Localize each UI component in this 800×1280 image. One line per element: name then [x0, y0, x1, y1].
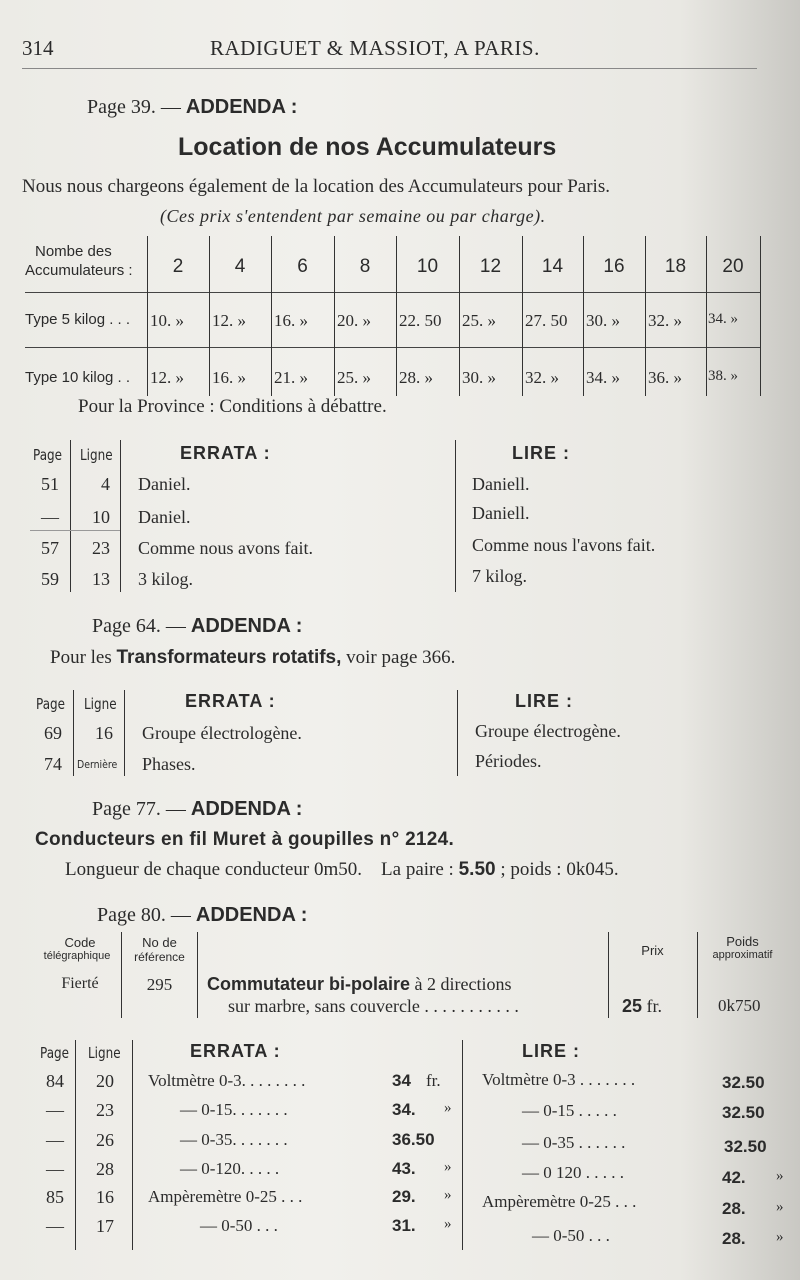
correction-value: 32.50 [724, 1137, 767, 1156]
header-weight: Poids [726, 934, 759, 949]
erratum-text: Daniel. [138, 507, 191, 527]
erratum-label: — 0-50 . . . [200, 1216, 278, 1235]
table-cell: 21. » [274, 368, 308, 387]
table-cell: 12. » [150, 368, 184, 387]
erratum-label: Voltmètre 0-3. . . . . . . . [148, 1071, 306, 1090]
erratum-line: 13 [92, 569, 110, 589]
price-unit: fr. [646, 996, 663, 1016]
erratum-page: — [46, 1130, 64, 1150]
page-number: 314 [22, 36, 54, 60]
weight-label: ; poids : [500, 859, 562, 880]
reference-number: 295 [146, 975, 173, 994]
section-title: Location de nos Accumulateurs [178, 133, 557, 161]
column-header: 20 [722, 256, 744, 277]
erratum-label: Ampèremètre 0-25 . . . [148, 1187, 303, 1206]
header-price: Prix [641, 943, 664, 958]
erratum-page: — [46, 1216, 64, 1236]
col-divider [760, 236, 761, 396]
erratum-line: 10 [92, 507, 110, 527]
table-cell: 36. » [648, 368, 682, 387]
product-name: Commutateur bi-polaire [207, 974, 411, 994]
product-description-line2: sur marbre, sans couvercle . . . . . . . . . . . [228, 996, 519, 1016]
row-label: Type 10 kilog . . [25, 369, 131, 386]
erratum-line: 16 [96, 1187, 114, 1207]
correction-label: — 0 120 . . . . . [522, 1163, 624, 1182]
erratum-suffix: » [444, 1216, 452, 1232]
correction-text: Daniell. [472, 474, 530, 494]
col-divider [697, 932, 698, 1018]
product-weight: 0k750 [718, 996, 761, 1015]
erratum-value: 31. [392, 1216, 416, 1235]
col-divider [462, 1040, 463, 1250]
erratum-page: 69 [44, 723, 62, 743]
header-page: Page [33, 446, 63, 464]
erratum-line: 17 [96, 1216, 114, 1236]
page-ref: Page 64. [92, 615, 161, 637]
note-text: voir page 366. [346, 647, 456, 668]
erratum-page: — [41, 507, 59, 527]
erratum-text: Phases. [142, 754, 196, 774]
col-divider [75, 1040, 76, 1250]
header-errata: ERRATA : [185, 691, 276, 711]
col-divider [132, 1040, 133, 1250]
running-title: RADIGUET & MASSIOT, A PARIS. [210, 36, 540, 60]
erratum-page: 84 [46, 1071, 64, 1091]
table-cell: 34. » [708, 311, 738, 327]
product-price [622, 996, 662, 1017]
correction-value: 42. [722, 1168, 746, 1187]
page-77-heading [92, 798, 302, 821]
erratum-suffix: » [444, 1100, 452, 1116]
dash: — [170, 904, 191, 926]
table-cell: 10. » [150, 311, 184, 330]
page-64-heading [92, 615, 302, 638]
correction-suffix: » [776, 1199, 784, 1215]
correction-label: — 0-35 . . . . . . [522, 1133, 626, 1152]
page-ref: Page 77. [92, 798, 161, 820]
erratum-suffix: » [444, 1187, 452, 1203]
col-divider [455, 440, 456, 592]
price-note: (Ces prix s'entendent par semaine ou par charge). [160, 206, 546, 226]
product-description [207, 974, 512, 995]
table-cell: 34. » [586, 368, 620, 387]
header-page: Page [36, 695, 66, 713]
conductor-specs [65, 859, 619, 881]
erratum-page: — [46, 1159, 64, 1179]
column-header: 4 [234, 256, 246, 277]
erratum-page: 51 [41, 474, 59, 494]
header-rule [22, 68, 757, 69]
correction-value: 28. [722, 1229, 746, 1248]
table-cell: 27. 50 [525, 311, 568, 330]
dash: — [165, 798, 186, 820]
product-detail: à 2 directions [414, 974, 512, 994]
table-cell: 20. » [337, 311, 371, 330]
header-ligne: Ligne [84, 695, 117, 713]
correction-text: Daniell. [472, 503, 530, 523]
erratum-value: 29. [392, 1187, 416, 1206]
erratum-line: 16 [95, 723, 113, 743]
correction-label: Voltmètre 0-3 . . . . . . . [482, 1070, 636, 1089]
col-divider [197, 932, 198, 1018]
column-header: 2 [172, 256, 184, 277]
header-lire: LIRE : [512, 443, 570, 463]
addenda-label: ADDENDA : [190, 615, 303, 637]
erratum-text: Daniel. [138, 474, 191, 494]
dash: — [160, 96, 181, 118]
page-ref: Page 39. [87, 96, 156, 118]
table-cell: 12. » [212, 311, 246, 330]
correction-label: — 0-50 . . . [532, 1226, 610, 1245]
conductor-title: Conducteurs en fil Muret à goupilles n° 2124. [35, 829, 455, 850]
correction-label: Ampèremètre 0-25 . . . [482, 1192, 637, 1211]
table-cell: 30. » [586, 311, 620, 330]
header-lire: LIRE : [515, 691, 573, 711]
header-page: Page [40, 1044, 70, 1062]
table-label-line2: Accumulateurs : [25, 262, 133, 279]
col-divider [120, 440, 121, 592]
erratum-text: Comme nous avons fait. [138, 538, 313, 558]
table-cell: 28. » [399, 368, 433, 387]
header-code: télégraphique [43, 950, 111, 962]
column-header: 6 [297, 256, 308, 277]
correction-text: Périodes. [475, 751, 542, 771]
erratum-value: 43. [392, 1159, 416, 1178]
erratum-line: 23 [92, 538, 110, 558]
table-cell: 16. » [274, 311, 308, 330]
row-label: Type 5 kilog . . . [25, 311, 131, 328]
addenda-label: ADDENDA : [190, 798, 303, 820]
addenda-label: ADDENDA : [185, 96, 298, 118]
erratum-line: 20 [96, 1071, 114, 1091]
erratum-line: 23 [96, 1100, 114, 1120]
correction-value: 32.50 [722, 1103, 765, 1122]
note-text: Pour les [50, 647, 112, 668]
page-80-heading [97, 904, 307, 927]
weight-value: 0k045. [566, 859, 619, 880]
col-divider [124, 690, 125, 776]
column-header: 8 [359, 256, 371, 277]
header-code: Code [64, 935, 96, 950]
table-cell: 25. » [337, 368, 371, 387]
correction-text: Groupe électrogène. [475, 721, 621, 741]
column-header: 10 [416, 256, 439, 277]
erratum-page: 85 [46, 1187, 64, 1207]
pair-label: La paire : [381, 859, 454, 880]
dash: — [165, 615, 186, 637]
erratum-page: 57 [41, 538, 59, 558]
table-cell: 38. » [708, 368, 738, 384]
province-note: Pour la Province : Conditions à débattre. [78, 396, 387, 417]
erratum-label: — 0-15. . . . . . . [180, 1100, 288, 1119]
column-header: 12 [479, 256, 502, 277]
header-lire: LIRE : [522, 1041, 580, 1061]
pair-price: 5.50 [458, 859, 496, 880]
correction-label: — 0-15 . . . . . [522, 1101, 617, 1120]
table-cell: 30. » [462, 368, 496, 387]
column-header: 16 [603, 256, 625, 277]
erratum-line: Dernière [77, 758, 118, 771]
erratum-page: 59 [41, 569, 59, 589]
intro-text: Nous nous chargeons également de la location des Accumulateurs pour Paris. [22, 176, 610, 197]
correction-text: 7 kilog. [472, 566, 528, 586]
header-ref: référence [134, 950, 185, 964]
column-header: 18 [664, 256, 687, 277]
erratum-label: — 0-120. . . . . [180, 1159, 280, 1178]
erratum-line: 28 [96, 1159, 114, 1179]
note-bold: Transformateurs rotatifs, [116, 647, 342, 668]
erratum-page: 74 [44, 754, 62, 774]
correction-value: 28. [722, 1199, 746, 1218]
correction-suffix: » [776, 1168, 784, 1184]
correction-text: Comme nous l'avons fait. [472, 535, 656, 555]
table-cell: 22. 50 [399, 311, 442, 330]
table-cell: 32. » [648, 311, 682, 330]
table-cell: 16. » [212, 368, 246, 387]
table-cell: 25. » [462, 311, 496, 330]
rule [25, 292, 760, 293]
erratum-suffix: fr. [426, 1071, 441, 1090]
erratum-text: Groupe électrologène. [142, 723, 302, 743]
header-ref: No de [142, 935, 177, 950]
table-cell: 32. » [525, 368, 559, 387]
telegraphic-code: Fierté [61, 975, 99, 992]
transformer-note [50, 647, 455, 669]
price-value: 25 [622, 996, 643, 1016]
page-ref: Page 80. [97, 904, 166, 926]
rule [30, 530, 120, 531]
correction-suffix: » [776, 1229, 784, 1245]
column-header: 14 [541, 256, 564, 277]
erratum-line: 4 [101, 474, 110, 494]
erratum-line: 26 [96, 1130, 114, 1150]
erratum-page: — [46, 1100, 64, 1120]
addenda-label: ADDENDA : [195, 904, 308, 926]
erratum-text: 3 kilog. [138, 569, 194, 589]
header-ligne: Ligne [88, 1044, 121, 1062]
page-39-heading [87, 96, 297, 119]
header-errata: ERRATA : [180, 443, 271, 463]
length-value: 0m50. [314, 859, 363, 880]
rule [25, 347, 760, 348]
erratum-value: 34 [392, 1071, 411, 1090]
erratum-value: 34. [392, 1100, 416, 1119]
col-divider [457, 690, 458, 776]
erratum-suffix: » [444, 1159, 452, 1175]
length-label: Longueur de chaque conducteur [65, 859, 310, 880]
erratum-value: 36.50 [392, 1130, 435, 1149]
header-errata: ERRATA : [190, 1041, 281, 1061]
header-weight: approximatif [712, 949, 773, 961]
correction-value: 32.50 [722, 1073, 765, 1092]
table-label-line1: Nombe des [35, 243, 112, 260]
erratum-label: — 0-35. . . . . . . [180, 1130, 288, 1149]
header-ligne: Ligne [80, 446, 113, 464]
